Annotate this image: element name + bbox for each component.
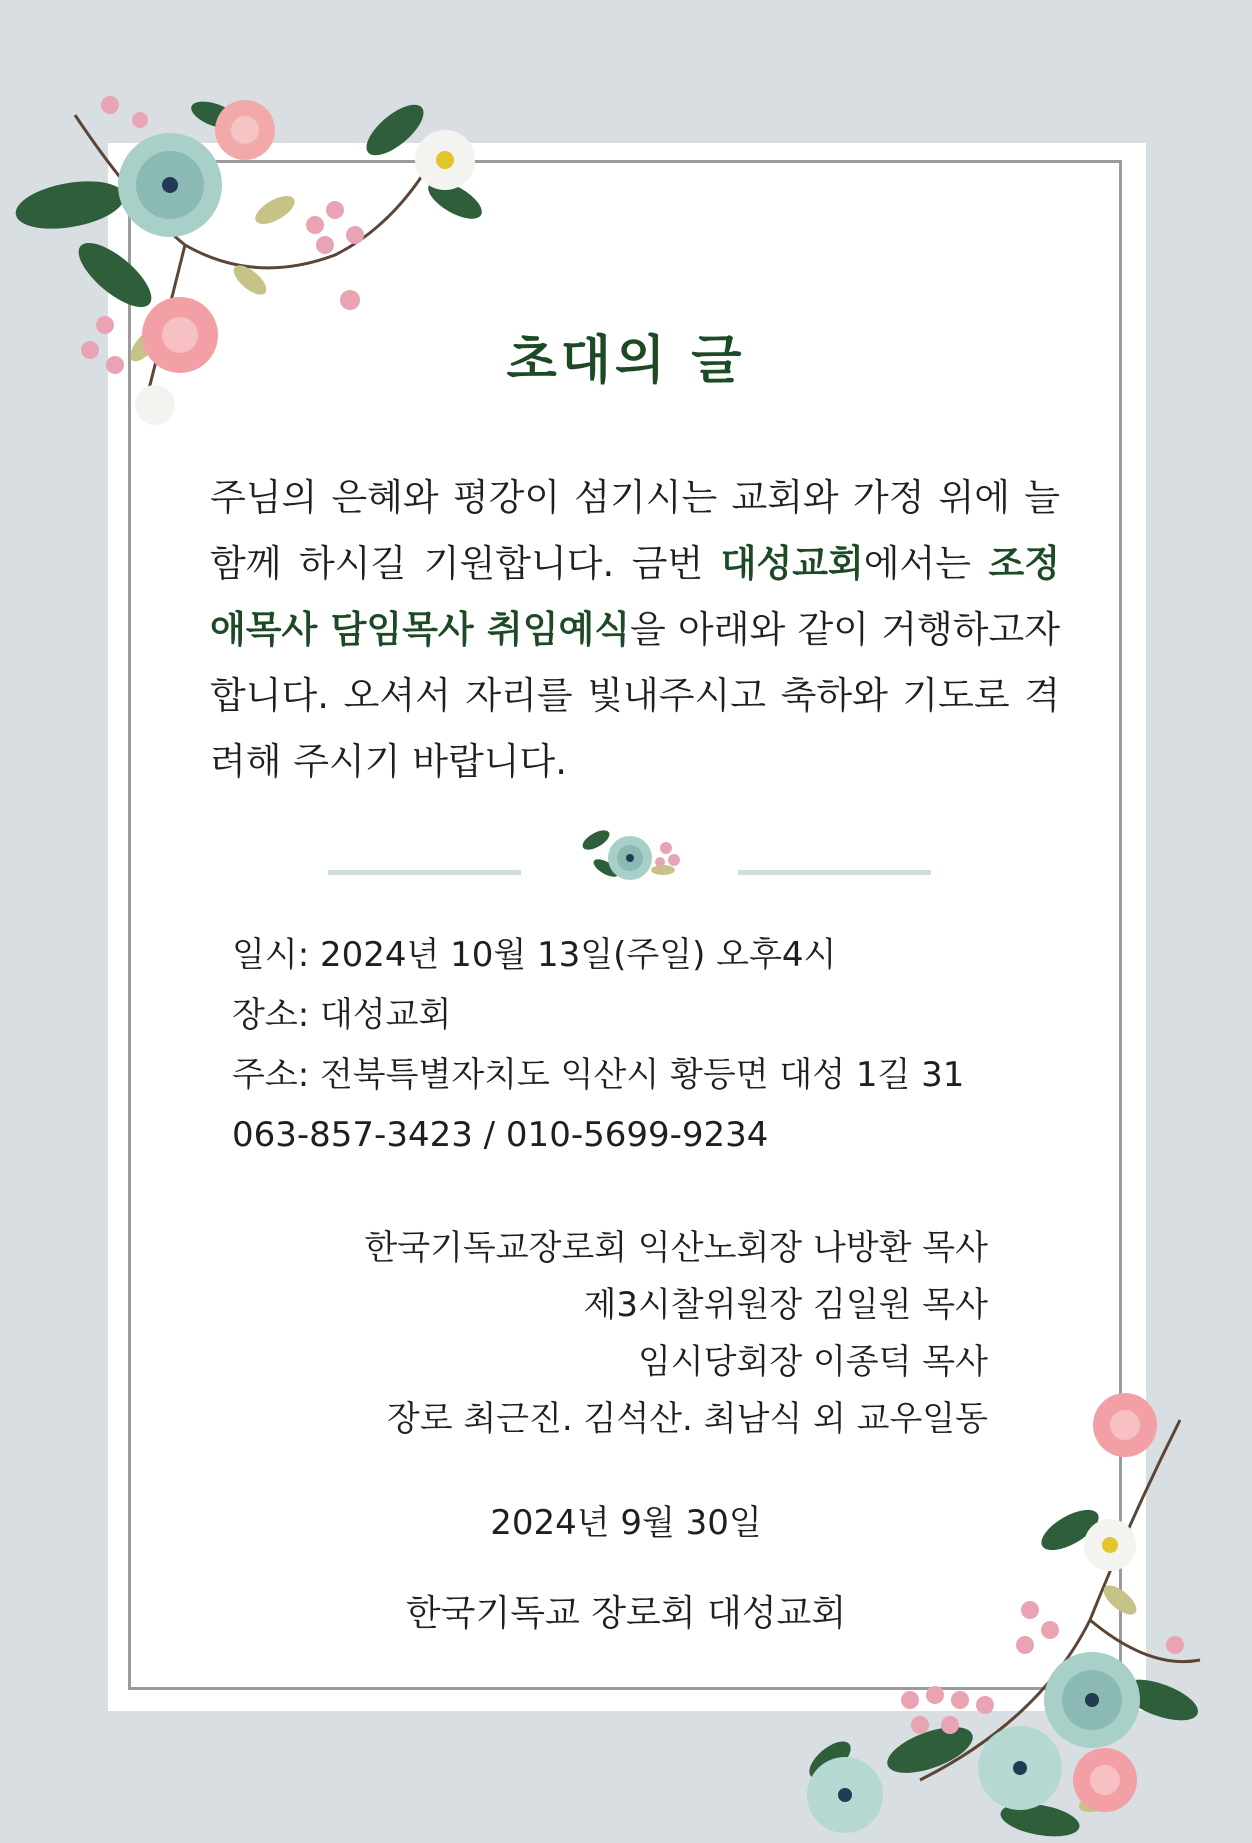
divider-right: [738, 870, 931, 875]
flower-divider-icon: [578, 820, 688, 890]
signer: 임시당회장 이종덕 목사: [637, 1342, 988, 1382]
signer: 장로 최근진. 김석산. 최남식 외 교우일동: [386, 1399, 988, 1439]
invitation-title: 초대의 글: [506, 331, 746, 391]
event-address: 주소: 전북특별자치도 익산시 황등면 대성 1길 31: [232, 1055, 965, 1095]
event-datetime: 일시: 2024년 10월 13일(주일) 오후4시: [232, 935, 837, 975]
floral-decoration-top-left: [15, 85, 495, 515]
church-signature: 한국기독교 장로회 대성교회: [405, 1593, 847, 1634]
message-text: 에서는: [863, 542, 989, 585]
invitation-message: [210, 465, 1060, 795]
event-details: [232, 925, 964, 1165]
church-name-highlight: 대성교회: [720, 542, 864, 585]
event-phone: 063-857-3423 / 010-5699-9234: [232, 1115, 769, 1155]
ceremony-name-highlight: 조정애목사 담임목사 취임예식: [210, 542, 1060, 651]
signer: 제3시찰위원장 김일원 목사: [583, 1285, 988, 1325]
signers-list: [300, 1220, 988, 1448]
event-place: 장소: 대성교회: [232, 995, 452, 1035]
message-text: 주님의 은혜와 평강이 섬기시는 교회와 가정 위에 늘 함께 하시길 기원합니다. 금번: [210, 476, 1060, 585]
signer: 한국기독교장로회 익산노회장 나방환 목사: [364, 1228, 988, 1268]
message-text: 을 아래와 같이 거행하고자 합니다. 오셔서 자리를 빛내주시고 축하와 기도로 격려해 주시기 바랍니다.: [210, 608, 1060, 783]
letter-date: 2024년 9월 30일: [490, 1503, 762, 1543]
divider-left: [328, 870, 521, 875]
